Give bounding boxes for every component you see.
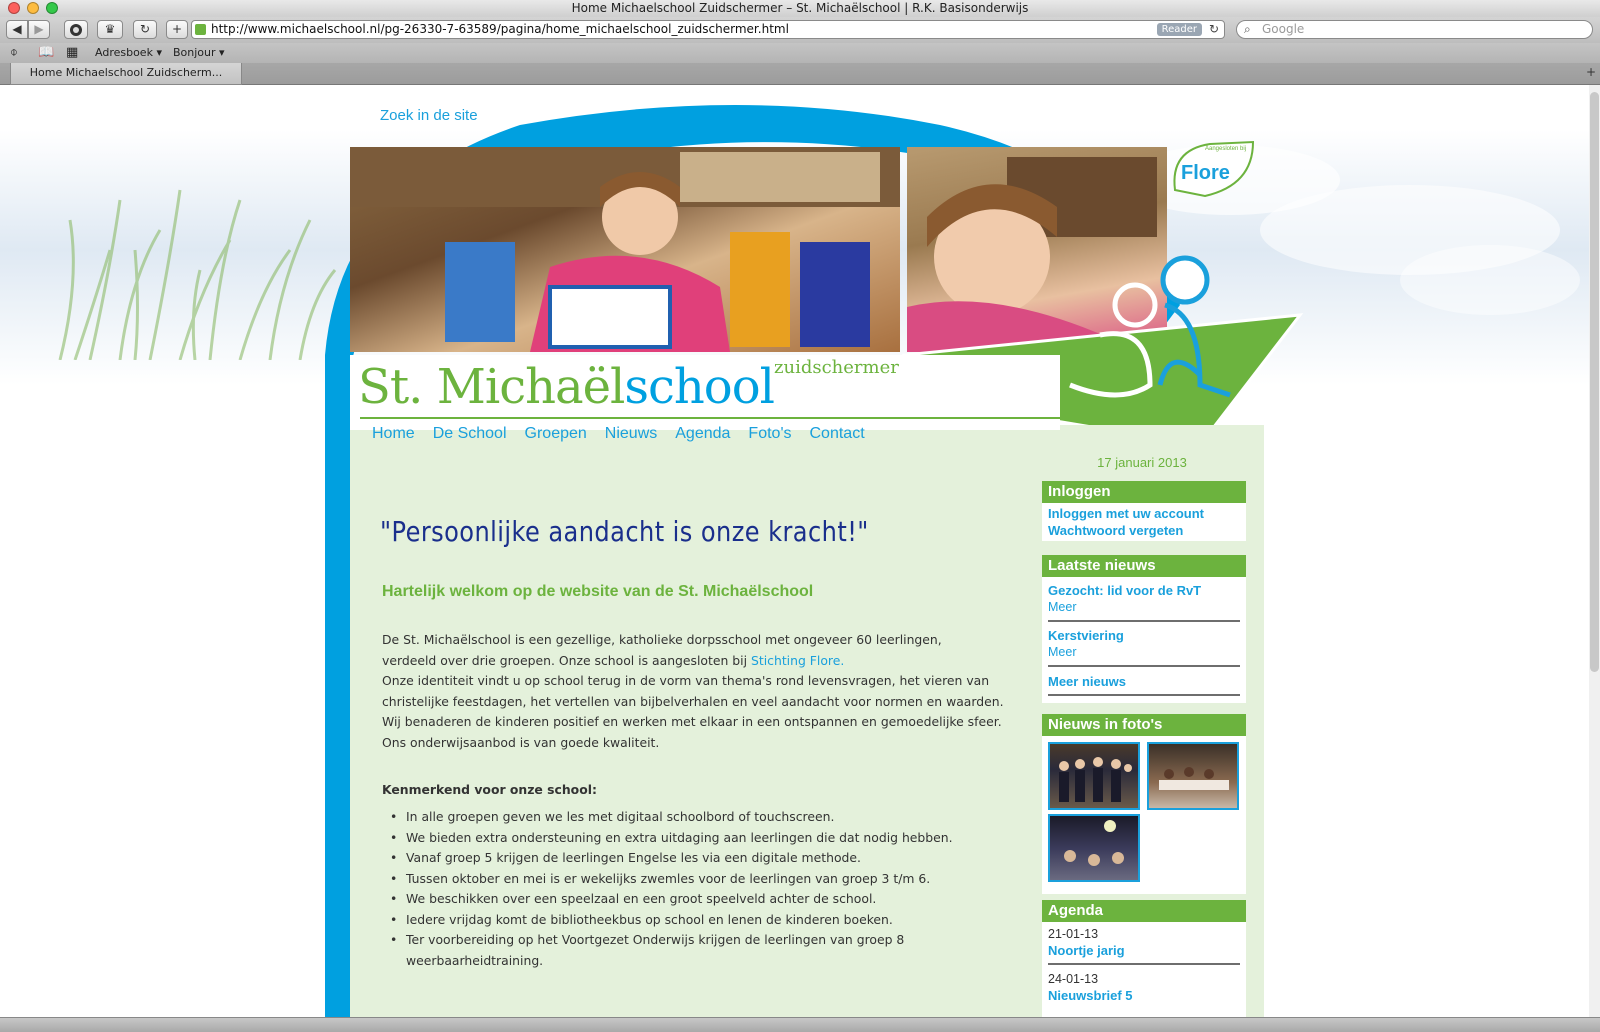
- agenda-item: [1048, 965, 1240, 1008]
- bookmarks-bar: [0, 43, 1600, 63]
- nav-nieuws[interactable]: Nieuws: [604, 425, 658, 442]
- news-item-more-link[interactable]: Meer: [1048, 645, 1077, 659]
- reading-list-icon[interactable]: ⌽: [10, 45, 18, 60]
- tab-bar: [0, 63, 1600, 85]
- photos-box-title: Nieuws in foto's: [1042, 714, 1246, 736]
- bookmark-adresboek[interactable]: Adresboek ▾: [95, 46, 162, 59]
- login-link[interactable]: Inloggen met uw account: [1048, 506, 1205, 521]
- main-nav: [372, 425, 865, 449]
- search-placeholder: Google: [1262, 22, 1305, 36]
- page-favicon-icon: [195, 24, 206, 35]
- slogan-heading: "Persoonlijke aandacht is onze kracht!": [380, 515, 869, 548]
- intro-text: [382, 630, 1022, 753]
- nav-contact[interactable]: Contact: [809, 425, 865, 442]
- login-box-title: Inloggen: [1042, 481, 1246, 503]
- tab-home[interactable]: Home Michaelschool Zuidscherm...: [10, 63, 242, 85]
- list-item: • In alle groepen geven we les met digitaal schoolbord of touchscreen.: [398, 807, 1008, 828]
- agenda-item-title[interactable]: Noortje jarig: [1048, 943, 1125, 958]
- close-window-button[interactable]: [8, 2, 20, 14]
- search-site-link[interactable]: Zoek in de site: [380, 107, 478, 124]
- photo-girl-reading: [350, 147, 900, 352]
- new-tab-icon[interactable]: +: [1585, 65, 1596, 79]
- news-box-title: Laatste nieuws: [1042, 555, 1246, 577]
- address-bar[interactable]: [191, 20, 1225, 39]
- news-photo-thumbnail[interactable]: [1048, 814, 1140, 882]
- stichting-flore-link[interactable]: Stichting Flore.: [750, 652, 845, 668]
- news-item-more-link[interactable]: Meer: [1048, 600, 1077, 614]
- search-icon: ⌕: [1244, 22, 1251, 36]
- web-page: [0, 85, 1589, 1017]
- status-bar: [0, 1017, 1600, 1032]
- nav-de-school[interactable]: De School: [432, 425, 507, 442]
- identity-paragraph: Onze identiteit vindt u op school terug in de vorm van thema's rond levensvragen, het vieren van christelijke feestdagen, het vertellen van bijbelverhalen en veel aandacht voor normen en waarden. Wij benaderen de kinderen positief en werken met elkaar in een ontspannen en gemoedelijke sfeer. Ons onderwijsaanbod is van goede kwaliteit.: [382, 673, 1004, 750]
- intro-line-2: verdeeld over drie groepen. Onze school is aangesloten bij: [382, 652, 751, 668]
- news-box: [1042, 555, 1246, 703]
- agenda-item-title[interactable]: Nieuwsbrief 5: [1048, 988, 1133, 1003]
- forward-button[interactable]: ▶: [28, 20, 50, 39]
- photos-box: [1042, 714, 1246, 894]
- flore-badge-top: Aangesloten bij: [1205, 146, 1247, 152]
- news-item-title[interactable]: Gezocht: lid voor de RvT: [1048, 583, 1202, 598]
- add-bookmark-button[interactable]: +: [166, 20, 188, 39]
- browser-toolbar: [0, 17, 1600, 43]
- cloud-decoration: [1400, 245, 1580, 315]
- login-box: [1042, 481, 1246, 541]
- bookmarks-book-icon[interactable]: 📖: [38, 45, 55, 60]
- features-list: [398, 807, 1008, 971]
- welcome-heading: Hartelijk welkom op de website van de St. Michaëlschool: [382, 583, 814, 600]
- list-item: • Ter voorbereiding op het Voortgezet Onderwijs krijgen de leerlingen van groep 8 weerbaarheidtraining.: [398, 930, 1008, 971]
- list-item: • Iedere vrijdag komt de bibliotheekbus op school en lenen de kinderen boeken.: [398, 910, 1008, 931]
- logo-subtitle: zuidschermer: [774, 357, 899, 378]
- nav-fotos[interactable]: Foto's: [748, 425, 792, 442]
- logo-school: school: [624, 359, 774, 415]
- list-item: • Tussen oktober en mei is er wekelijks zwemles voor de leerlingen van groep 3 t/m 6.: [398, 869, 1008, 890]
- reader-button[interactable]: Reader: [1157, 23, 1202, 36]
- list-item: • Vanaf groep 5 krijgen de leerlingen Engelse les via een digitale methode.: [398, 848, 1008, 869]
- news-item-title[interactable]: Kerstviering: [1048, 628, 1124, 643]
- flore-badge[interactable]: [1165, 140, 1255, 198]
- reload-toolbar-button[interactable]: ↻: [133, 20, 157, 39]
- nav-home[interactable]: Home: [372, 425, 415, 442]
- agenda-box-title: Agenda: [1042, 900, 1246, 922]
- news-item: [1048, 622, 1240, 667]
- logo-underline: [360, 417, 1060, 419]
- window-title: Home Michaelschool Zuidschermer – St. Michaëlschool | R.K. Basisonderwijs: [571, 1, 1029, 15]
- list-item: • We beschikken over een speelzaal en een groot speelveld achter de school.: [398, 889, 1008, 910]
- zoom-window-button[interactable]: [46, 2, 58, 14]
- flore-badge-name: Flore: [1181, 162, 1230, 184]
- agenda-item: [1048, 922, 1240, 965]
- list-item: • We bieden extra ondersteuning en extra uitdaging aan leerlingen die dat nodig hebben.: [398, 828, 1008, 849]
- history-crown-button[interactable]: ♛: [97, 20, 123, 39]
- back-button[interactable]: ◀: [6, 20, 28, 39]
- logo-name: St. Michaël: [358, 359, 625, 415]
- scrollbar-thumb[interactable]: [1590, 92, 1599, 672]
- more-news-link[interactable]: Meer nieuws: [1048, 674, 1127, 689]
- window-titlebar: [0, 0, 1600, 17]
- current-date: 17 januari 2013: [1097, 455, 1187, 470]
- news-item: [1048, 577, 1240, 622]
- address-text: http://www.michaelschool.nl/pg-26330-7-63589/pagina/home_michaelschool_zuidschermer.html: [211, 22, 789, 36]
- bookmark-bonjour[interactable]: Bonjour ▾: [173, 46, 225, 59]
- intro-line-1: De St. Michaëlschool is een gezellige, katholieke dorpsschool met ongeveer 60 leerlingen,: [382, 632, 942, 647]
- features-heading: Kenmerkend voor onze school:: [382, 782, 597, 797]
- top-sites-grid-icon[interactable]: ▦: [66, 45, 79, 60]
- nav-agenda[interactable]: Agenda: [675, 425, 731, 442]
- minimize-window-button[interactable]: [27, 2, 39, 14]
- agenda-item-date: 21-01-13: [1048, 927, 1099, 941]
- news-item: [1048, 667, 1240, 696]
- agenda-box: [1042, 900, 1246, 1017]
- forgot-password-link[interactable]: Wachtwoord vergeten: [1048, 523, 1184, 538]
- nav-groepen[interactable]: Groepen: [524, 425, 587, 442]
- top-sites-button[interactable]: [64, 20, 88, 39]
- search-field[interactable]: [1236, 20, 1593, 39]
- news-photo-thumbnail[interactable]: [1048, 742, 1140, 810]
- news-photo-thumbnail[interactable]: [1147, 742, 1239, 810]
- reload-icon[interactable]: ↻: [1208, 22, 1219, 36]
- grass-decoration: [40, 160, 340, 360]
- agenda-item-date: 24-01-13: [1048, 972, 1099, 986]
